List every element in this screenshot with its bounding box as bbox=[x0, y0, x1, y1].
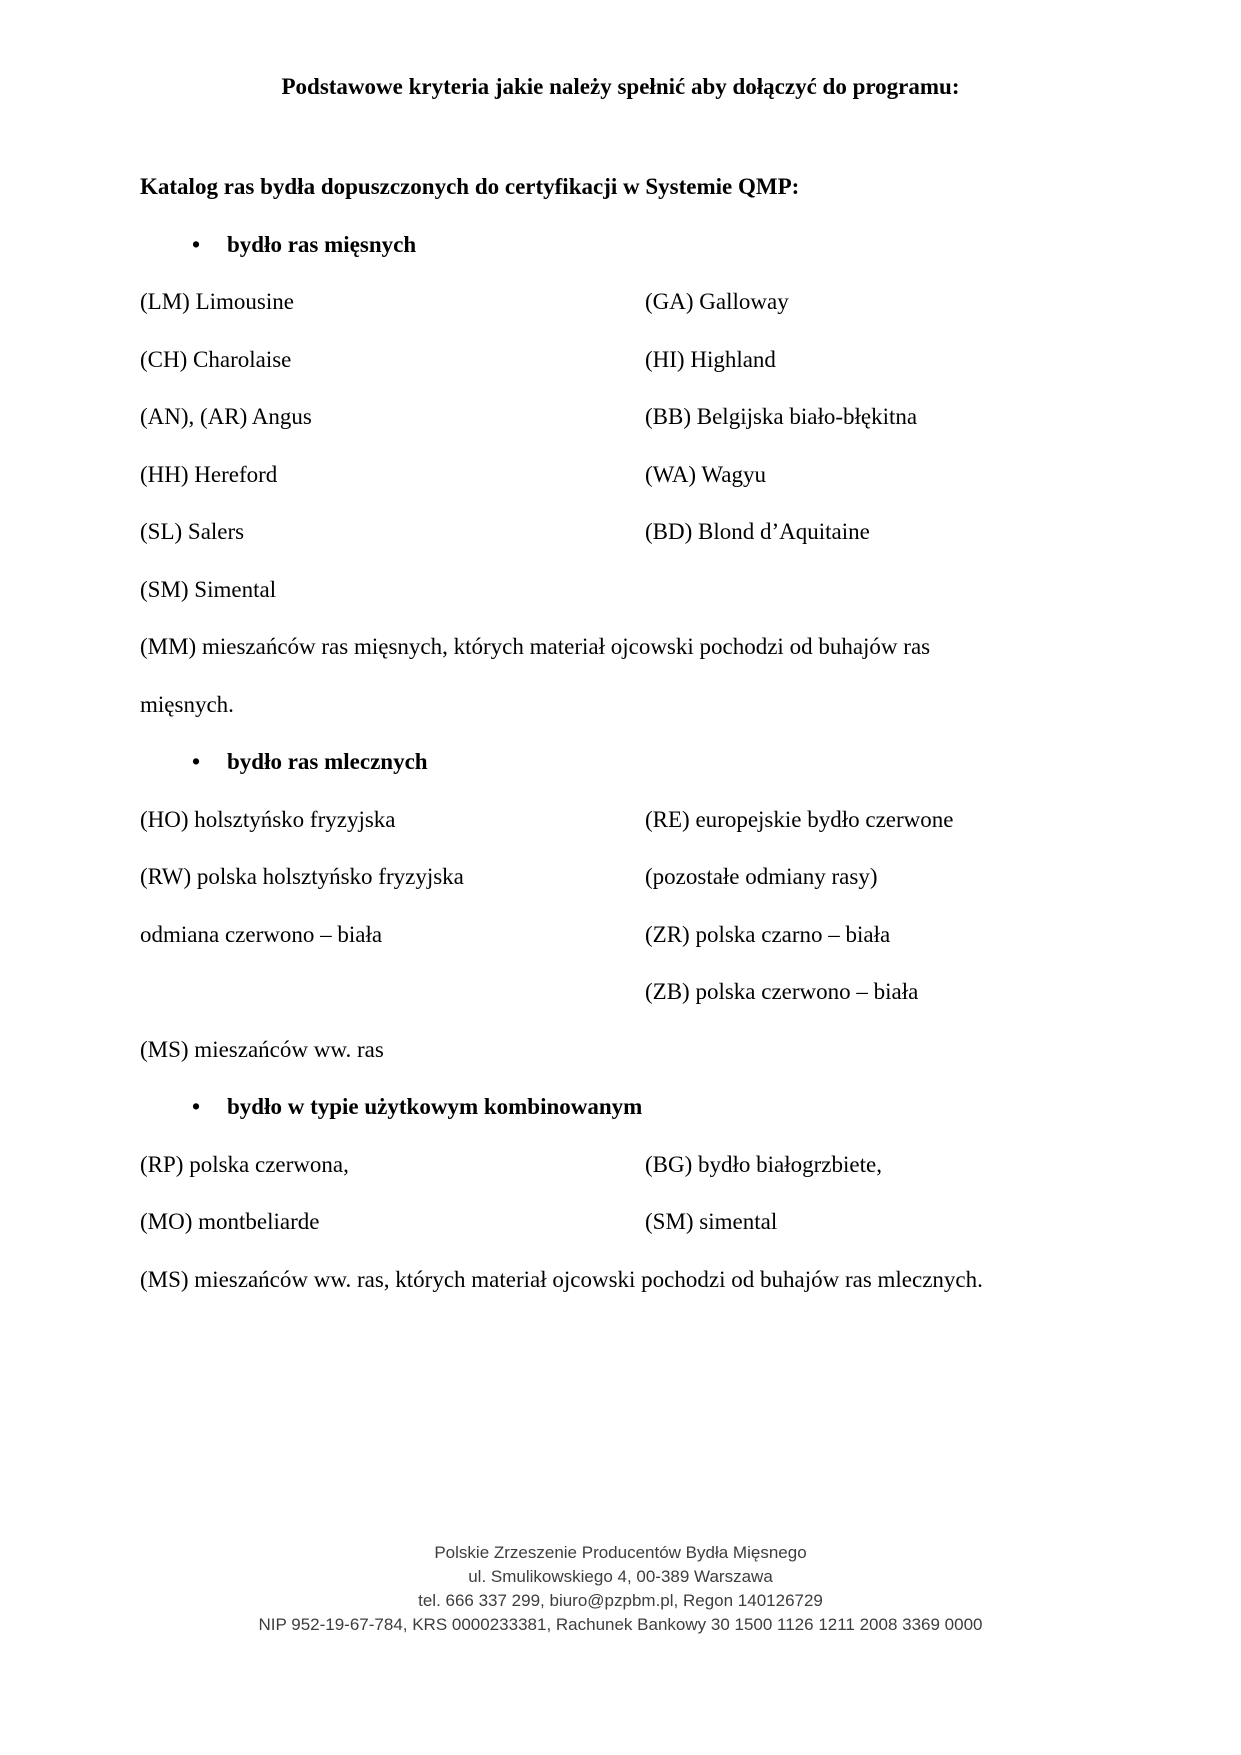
breed-cell-left: (CH) Charolaise bbox=[140, 346, 292, 372]
breed-cell-left: (SL) Salers bbox=[140, 519, 245, 544]
breed-cell-right: (GA) Galloway bbox=[645, 289, 789, 314]
breed-row bbox=[140, 906, 1101, 964]
breed-cell-right: (RE) europejskie bydło czerwone bbox=[645, 806, 954, 832]
note-line: (MS) mieszańców ww. ras, których materiał ojcowski pochodzi od buhajów ras mlecznych. bbox=[140, 1266, 983, 1292]
note-line: (MM) mieszańców ras mięsnych, których materiał ojcowski pochodzi od buhajów ras bbox=[140, 634, 931, 659]
breed-cell-right: (WA) Wagyu bbox=[645, 461, 766, 487]
breed-cell-left: (MO) montbeliarde bbox=[140, 1209, 320, 1234]
footer-line-address: ul. Smulikowskiego 4, 00-389 Warszawa bbox=[468, 1567, 773, 1586]
breed-cell-left: (RP) polska czerwona, bbox=[140, 1151, 349, 1177]
document-body bbox=[140, 158, 1101, 1308]
footer-line-registration: NIP 952-19-67-784, KRS 0000233381, Rachunek Bankowy 30 1500 1126 1211 2008 3369 0000 bbox=[258, 1615, 983, 1634]
breed-cell-right: (SM) simental bbox=[645, 1209, 778, 1234]
bullet-item-dairy-breeds bbox=[140, 733, 1101, 791]
breed-row bbox=[140, 1193, 1101, 1251]
breed-cell-right: (BB) Belgijska biało-błękitna bbox=[645, 404, 918, 429]
breed-cell-left: (RW) polska holsztyńsko fryzyjska bbox=[140, 864, 464, 889]
breed-cell-right: (ZB) polska czerwono – biała bbox=[645, 979, 919, 1004]
bullet-item-meat-breeds bbox=[140, 216, 1101, 274]
breed-row bbox=[140, 561, 1101, 619]
breed-row bbox=[140, 446, 1101, 504]
breed-row bbox=[140, 848, 1101, 906]
breed-row bbox=[140, 388, 1101, 446]
bullet-icon: • bbox=[192, 1094, 201, 1119]
bullet-label: bydło ras mlecznych bbox=[227, 749, 428, 774]
breed-row bbox=[140, 273, 1101, 331]
breed-cell-left: (AN), (AR) Angus bbox=[140, 404, 312, 429]
bullet-label: bydło ras mięsnych bbox=[227, 231, 417, 257]
breed-cell-right: (BD) Blond d’Aquitaine bbox=[645, 519, 870, 544]
bullet-item-combined-type bbox=[140, 1078, 1101, 1136]
note-line: mięsnych. bbox=[140, 691, 234, 717]
breed-cell-left: (HH) Hereford bbox=[140, 461, 278, 487]
breed-cell-right: (BG) bydło białogrzbiete, bbox=[645, 1151, 882, 1177]
bullet-label: bydło w typie użytkowym kombinowanym bbox=[227, 1094, 643, 1119]
breed-row bbox=[140, 503, 1101, 561]
bullet-icon: • bbox=[192, 231, 201, 257]
breed-cell-left: (SM) Simental bbox=[140, 576, 277, 602]
footer-line-organization: Polskie Zrzeszenie Producentów Bydła Mięsnego bbox=[434, 1543, 807, 1562]
breed-cell-right: (ZR) polska czarno – biała bbox=[645, 921, 891, 947]
breed-row bbox=[140, 791, 1101, 849]
breed-cell-right: (pozostałe odmiany rasy) bbox=[645, 864, 878, 889]
breed-row bbox=[140, 963, 1101, 1021]
breed-cell-left: odmiana czerwono – biała bbox=[140, 921, 383, 947]
breed-row bbox=[140, 331, 1101, 389]
breed-cell-right: (HI) Highland bbox=[645, 346, 776, 372]
document-title: Podstawowe kryteria jakie należy spełnić aby dołączyć do programu: bbox=[281, 74, 960, 99]
section-heading: Katalog ras bydła dopuszczonych do certyfikacji w Systemie QMP: bbox=[140, 174, 800, 199]
note-line: (MS) mieszańców ww. ras bbox=[140, 1036, 384, 1062]
breed-cell-left: (LM) Limousine bbox=[140, 289, 294, 314]
footer bbox=[0, 1541, 1241, 1637]
breed-row bbox=[140, 1136, 1101, 1194]
footer-line-contact: tel. 666 337 299, biuro@pzpbm.pl, Regon 140126729 bbox=[418, 1591, 823, 1610]
breed-cell-left: (HO) holsztyńsko fryzyjska bbox=[140, 806, 396, 832]
bullet-icon: • bbox=[192, 749, 201, 774]
